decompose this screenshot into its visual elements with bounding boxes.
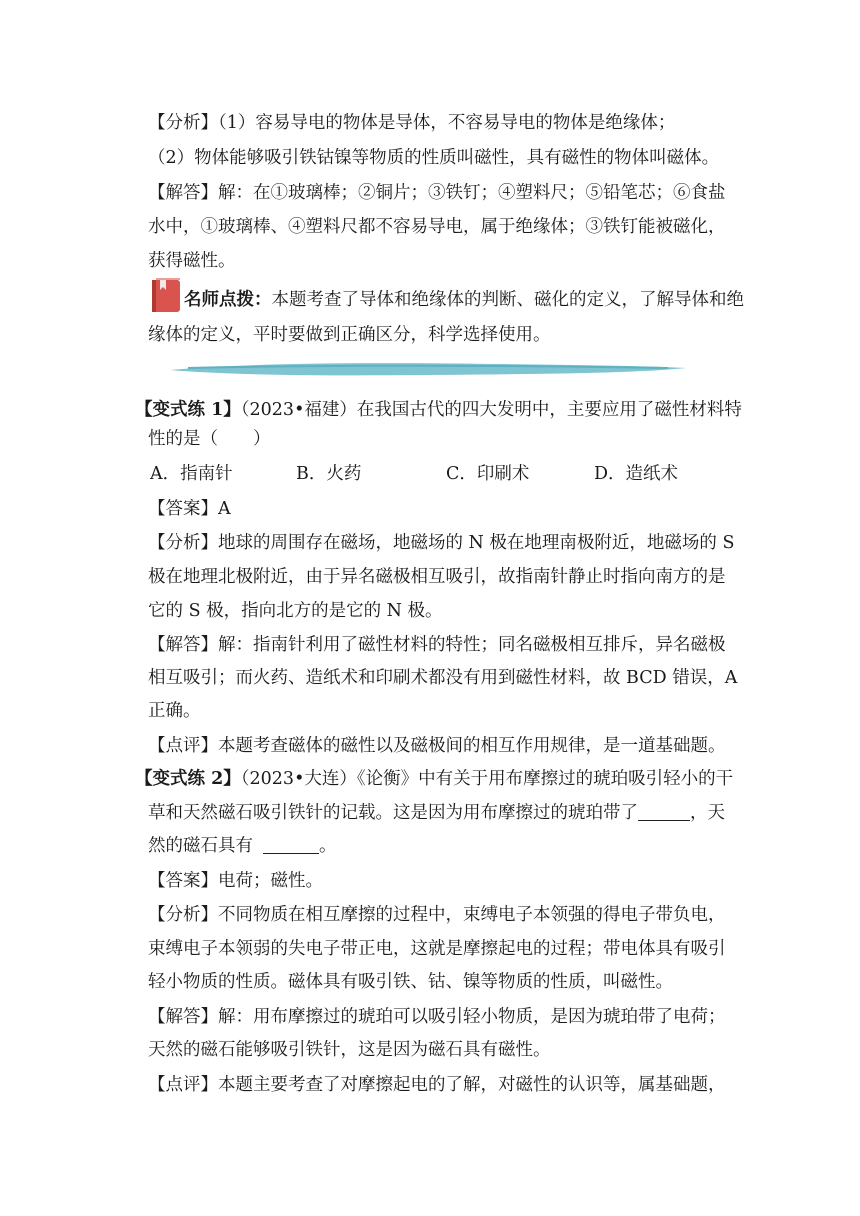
q1-answer-line [148, 497, 231, 521]
brush-divider [168, 356, 688, 382]
q1-label: 【变式练 1】 [135, 400, 241, 420]
q2-label: 【变式练 2】 [135, 769, 241, 789]
q2-answer-line [148, 869, 323, 893]
q2-comment-label: 【点评】 [148, 1075, 218, 1095]
q2-analysis-label: 【分析】 [148, 905, 218, 925]
q2-solution-line-1 [148, 1005, 726, 1029]
q2-answer-label: 【答案】 [148, 871, 218, 891]
q2-stem-line-3 [148, 834, 337, 858]
teacher-tip-text: 本题考查了导体和绝缘体的判断、磁化的定义，了解导体和绝 [271, 290, 744, 310]
teacher-tip-icon [150, 276, 182, 314]
q2-stem-text-b: ，天 [690, 803, 725, 823]
q1-comment-line [148, 734, 726, 758]
analysis-line-2: （2）物体能够吸引铁钴镍等物质的性质叫磁性，具有磁性的物体叫磁体。 [148, 148, 720, 168]
solution-line-3: 获得磁性。 [148, 251, 236, 271]
q1-answer-label: 【答案】 [148, 499, 218, 519]
q2-answer-value: 电荷；磁性。 [218, 871, 323, 891]
q2-analysis-line-1 [148, 903, 726, 927]
q2-stem-line-2 [148, 801, 725, 825]
analysis-line-1 [148, 111, 675, 135]
q1-analysis-line-1 [148, 531, 735, 555]
q1-solution-label: 【解答】 [148, 635, 218, 655]
q2-blank-2[interactable] [263, 835, 319, 854]
q1-analysis-label: 【分析】 [148, 533, 218, 553]
q1-solution-line-2: 相互吸引；而火药、造纸术和印刷术都没有用到磁性材料，故 BCD 错误，A [148, 668, 738, 688]
solution-label: 【解答】 [148, 183, 218, 203]
q2-stem-text-d: 。 [319, 836, 337, 856]
q1-analysis-line-3: 它的 S 极，指向北方的是它的 N 极。 [148, 601, 443, 621]
q2-blank-1[interactable] [638, 802, 690, 821]
q2-stem-text-c: 然的磁石具有 [148, 836, 253, 856]
q1-stem-text: （2023•福建）在我国古代的四大发明中，主要应用了磁性材料特 [240, 400, 742, 420]
q1-solution-line-1 [148, 633, 726, 657]
q2-comment-text: 本题主要考查了对摩擦起电的了解，对磁性的认识等，属基础题， [218, 1075, 726, 1095]
analysis-label: 【分析】 [148, 113, 218, 133]
q1-option-a: A．指南针 [150, 464, 233, 484]
q2-solution-label: 【解答】 [148, 1007, 218, 1027]
q1-solution-text: 解：指南针利用了磁性材料的特性；同名磁极相互排斥，异名磁极 [218, 635, 726, 655]
solution-line-1 [148, 181, 726, 205]
q1-stem-line-2: 性的是（ ） [148, 429, 271, 449]
teacher-tip-line-1 [184, 288, 744, 312]
q2-comment-line [148, 1073, 726, 1097]
q2-solution-line-2: 天然的磁石能够吸引铁针，这是因为磁石具有磁性。 [148, 1040, 551, 1060]
q2-stem-line-1 [135, 767, 733, 791]
q1-analysis-text: 地球的周围存在磁场，地磁场的 N 极在地理南极附近，地磁场的 S [218, 533, 735, 553]
analysis-text: （1）容易导电的物体是导体，不容易导电的物体是绝缘体； [218, 113, 676, 133]
q2-stem-text-a: 草和天然磁石吸引铁针的记载。这是因为用布摩擦过的琥珀带了 [148, 803, 638, 823]
q1-option-c: C．印刷术 [446, 464, 530, 484]
q2-analysis-line-2: 束缚电子本领弱的失电子带正电，这就是摩擦起电的过程；带电体具有吸引 [148, 939, 726, 959]
solution-text: 解：在①玻璃棒；②铜片；③铁钉；④塑料尺；⑤铅笔芯；⑥食盐 [218, 183, 726, 203]
q1-comment-text: 本题考查磁体的磁性以及磁极间的相互作用规律，是一道基础题。 [218, 736, 726, 756]
q2-solution-text: 解：用布摩擦过的琥珀可以吸引轻小物质，是因为琥珀带了电荷； [218, 1007, 726, 1027]
q2-analysis-line-3: 轻小物质的性质。磁体具有吸引铁、钴、镍等物质的性质，叫磁性。 [148, 972, 673, 992]
q1-answer-value: A [218, 499, 231, 519]
q1-comment-label: 【点评】 [148, 736, 218, 756]
solution-line-2: 水中，①玻璃棒、④塑料尺都不容易导电，属于绝缘体；③铁钉能被磁化， [148, 217, 726, 237]
teacher-tip-label: 名师点拨： [184, 290, 272, 310]
q1-option-b: B．火药 [296, 464, 362, 484]
q2-analysis-text: 不同物质在相互摩擦的过程中，束缚电子本领强的得电子带负电， [218, 905, 726, 925]
q1-solution-line-3: 正确。 [148, 701, 201, 721]
teacher-tip-line-2: 缘体的定义，平时要做到正确区分，科学选择使用。 [148, 325, 551, 345]
q1-analysis-line-2: 极在地理北极附近，由于异名磁极相互吸引，故指南针静止时指向南方的是 [148, 567, 726, 587]
q1-option-d: D．造纸术 [594, 464, 679, 484]
q1-stem-line-1 [135, 398, 742, 422]
q2-stem-text: （2023•大连）《论衡》中有关于用布摩擦过的琥珀吸引轻小的干 [240, 769, 734, 789]
